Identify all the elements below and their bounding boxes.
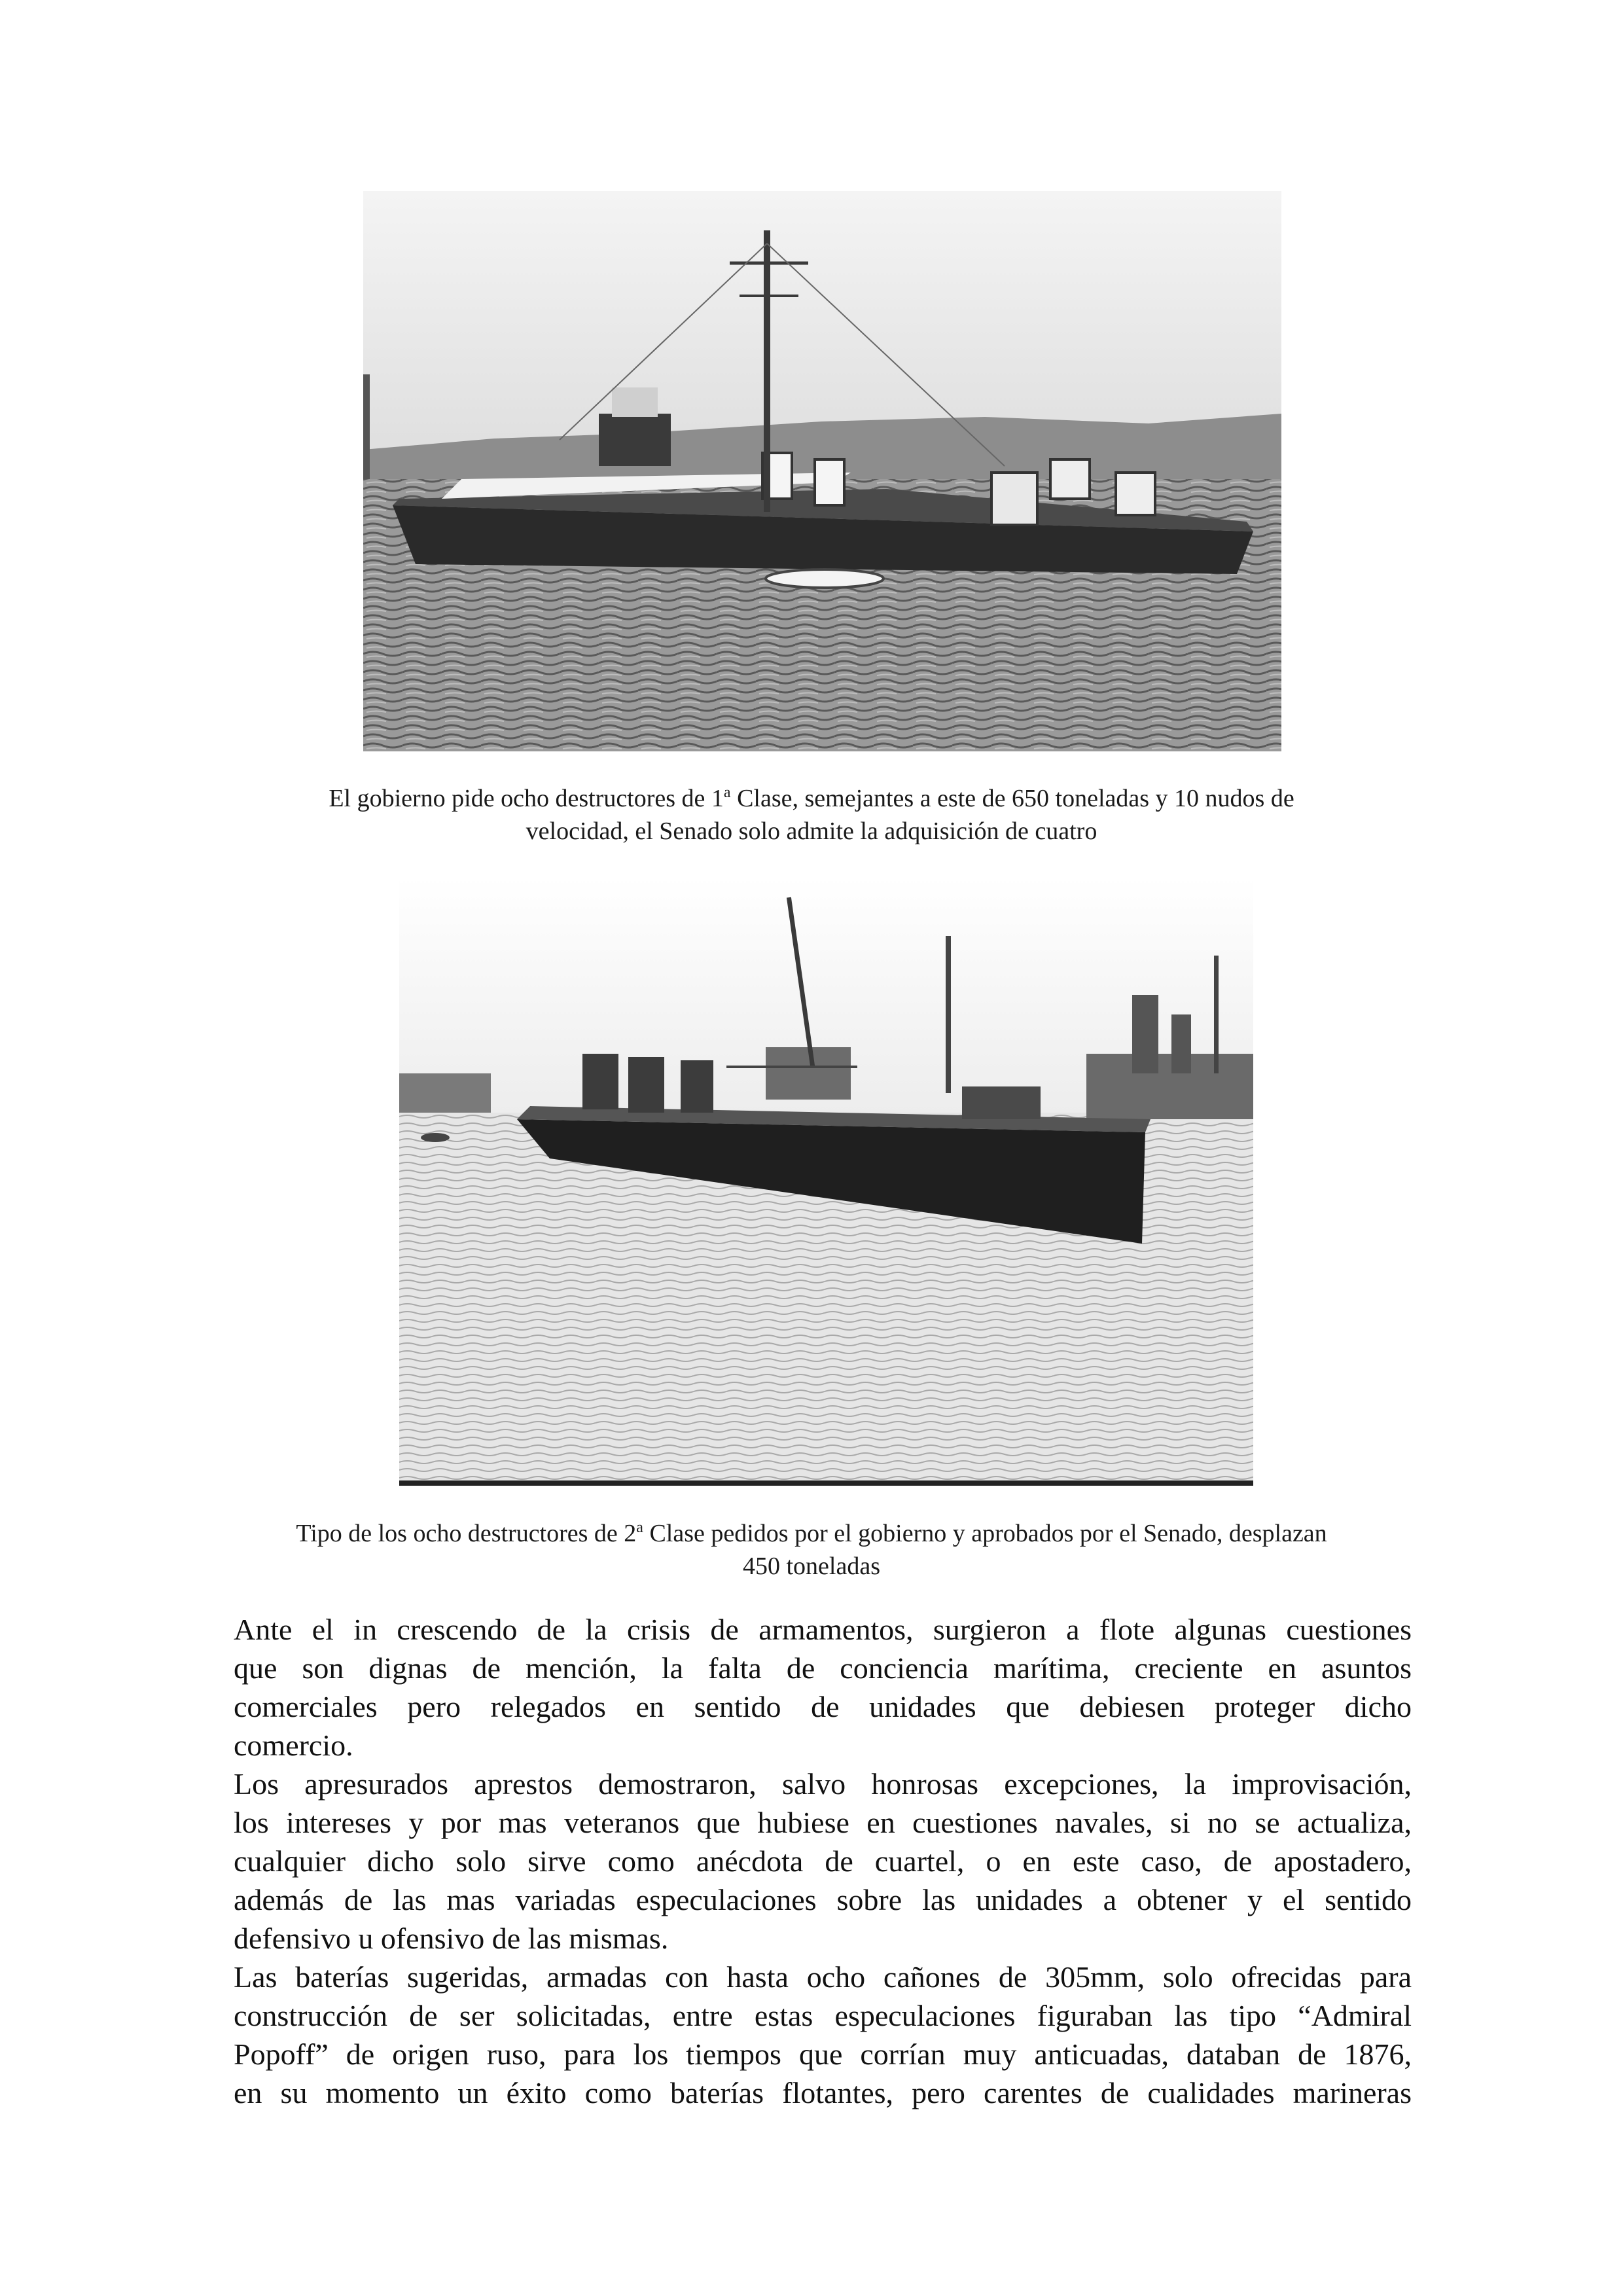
photo-2-caption-line-1-start: Tipo de los ocho destructores de 2 (296, 1520, 637, 1547)
ordinal-superscript: a (723, 784, 731, 801)
body-line: Las baterías sugeridas, armadas con hasta ocho cañones de 305mm, solo ofrecidas para (234, 1960, 1412, 1994)
body-line: cualquier dicho solo sirve como anécdota de cuartel, o en este caso, de apostadero, (234, 1844, 1412, 1878)
body-line: en su momento un éxito como baterías flotantes, pero carentes de cualidades marineras (234, 2076, 1412, 2109)
body-line: comerciales pero relegados en sentido de unidades que debiesen proteger dicho (234, 1690, 1412, 1723)
photo-1-caption (223, 782, 1400, 848)
body-line: que son dignas de mención, la falta de conciencia marítima, creciente en asuntos (234, 1651, 1412, 1685)
destroyer-photo-2-image (399, 877, 1253, 1486)
destroyer-photo-1-image (363, 191, 1281, 751)
ordinal-superscript: a (636, 1519, 643, 1536)
body-line: Popoff” de origen ruso, para los tiempos que corrían muy anticuadas, databan de 1876, (234, 2037, 1412, 2071)
photo-2-caption-line-1 (223, 1517, 1400, 1550)
photo-1-caption-line-1-end: Clase, semejantes a este de 650 toneladas y 10 nudos de (730, 785, 1294, 812)
body-line: además de las mas variadas especulaciones sobre las unidades a obtener y el sentido (234, 1883, 1412, 1916)
body-line: los intereses y por mas veteranos que hubiese en cuestiones navales, si no se actualiza, (234, 1806, 1412, 1839)
photo-2-caption-line-1-end: Clase pedidos por el gobierno y aprobados por el Senado, desplazan (643, 1520, 1327, 1547)
photo-1-caption-line-1-start: El gobierno pide ocho destructores de 1 (329, 785, 724, 812)
body-line: Ante el in crescendo de la crisis de armamentos, surgieron a flote algunas cuestiones (234, 1613, 1412, 1646)
body-line: comercio. (234, 1729, 353, 1762)
photo-1-caption-line-1 (223, 782, 1400, 815)
body-line: defensivo u ofensivo de las mismas. (234, 1922, 669, 1955)
body-line: Los apresurados aprestos demostraron, salvo honrosas excepciones, la improvisación, (234, 1767, 1412, 1801)
photo-2-caption-line-2: 450 toneladas (742, 1552, 880, 1580)
destroyer-photo-2 (399, 877, 1253, 1486)
body-text (234, 1610, 1412, 2112)
photo-2-caption (223, 1517, 1400, 1583)
body-line: construcción de ser solicitadas, entre estas especulaciones figuraban las tipo “Admiral (234, 1999, 1412, 2032)
destroyer-photo-1 (363, 191, 1281, 751)
photo-1-caption-line-2: velocidad, el Senado solo admite la adquisición de cuatro (526, 817, 1097, 845)
